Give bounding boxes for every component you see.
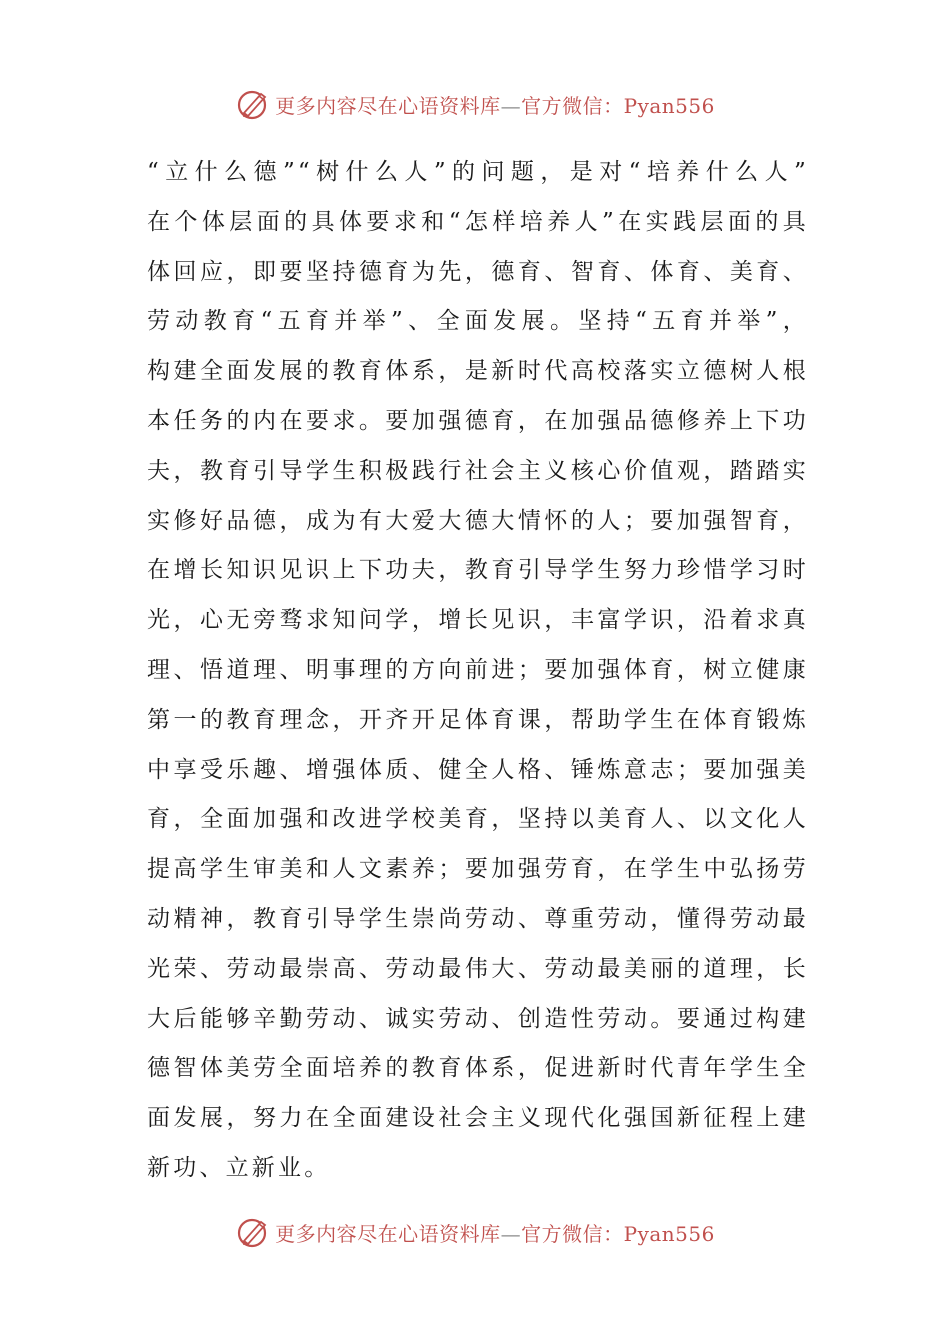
text-line: 实修好品德，成为有大爱大德大情怀的人；要加强智育， bbox=[147, 507, 809, 534]
text-line: 光，心无旁骛求知问学，增长见识，丰富学识，沿着求真 bbox=[147, 607, 809, 634]
text-line: 第一的教育理念，开齐开足体育课，帮助学生在体育锻炼 bbox=[147, 706, 809, 733]
text-line: 大后能够辛勤劳动、诚实劳动、创造性劳动。要通过构建 bbox=[147, 1005, 809, 1032]
watermark-text: 更多内容尽在心语资料库—官方微信：Pyan556 bbox=[275, 93, 715, 118]
text-line: “立什么德”“树什么人”的问题，是对“培养什么人” bbox=[147, 159, 809, 185]
text-line: 中享受乐趣、增强体质、健全人格、锤炼意志；要加强美 bbox=[147, 756, 809, 783]
text-line: 德智体美劳全面培养的教育体系，促进新时代青年学生全 bbox=[147, 1055, 809, 1082]
text-line: 面发展，努力在全面建设社会主义现代化强国新征程上建 bbox=[147, 1105, 809, 1132]
text-line: 构建全面发展的教育体系，是新时代高校落实立德树人根 bbox=[147, 358, 809, 385]
text-line: 动精神，教育引导学生崇尚劳动、尊重劳动，懂得劳动最 bbox=[147, 905, 809, 932]
text-line: 本任务的内在要求。要加强德育，在加强品德修养上下功 bbox=[147, 407, 809, 434]
text-line: 在个体层面的具体要求和“怎样培养人”在实践层面的具 bbox=[147, 208, 809, 235]
text-line: 在增长知识见识上下功夫，教育引导学生努力珍惜学习时 bbox=[147, 557, 809, 584]
text-line: 育，全面加强和改进学校美育，坚持以美育人、以文化人 bbox=[147, 806, 809, 833]
text-line: 理、悟道理、明事理的方向前进；要加强体育，树立健康 bbox=[147, 656, 809, 683]
text-line: 新功、立新业。 bbox=[147, 1154, 331, 1181]
text-line: 夫，教育引导学生积极践行社会主义核心价值观，踏踏实 bbox=[147, 457, 809, 484]
pen-logo-icon bbox=[235, 86, 271, 122]
text-line: 光荣、劳动最崇高、劳动最伟大、劳动最美丽的道理，长 bbox=[147, 955, 809, 982]
article-body bbox=[147, 148, 809, 1194]
footer-watermark bbox=[0, 1212, 950, 1252]
header-watermark bbox=[0, 84, 950, 124]
watermark-text: 更多内容尽在心语资料库—官方微信：Pyan556 bbox=[275, 1221, 715, 1246]
pen-logo-icon bbox=[235, 1214, 271, 1250]
text-line: 劳动教育“五育并举”、全面发展。坚持“五育并举”， bbox=[147, 308, 809, 335]
text-line: 体回应，即要坚持德育为先，德育、智育、体育、美育、 bbox=[147, 258, 809, 285]
text-line: 提高学生审美和人文素养；要加强劳育，在学生中弘扬劳 bbox=[147, 856, 809, 883]
